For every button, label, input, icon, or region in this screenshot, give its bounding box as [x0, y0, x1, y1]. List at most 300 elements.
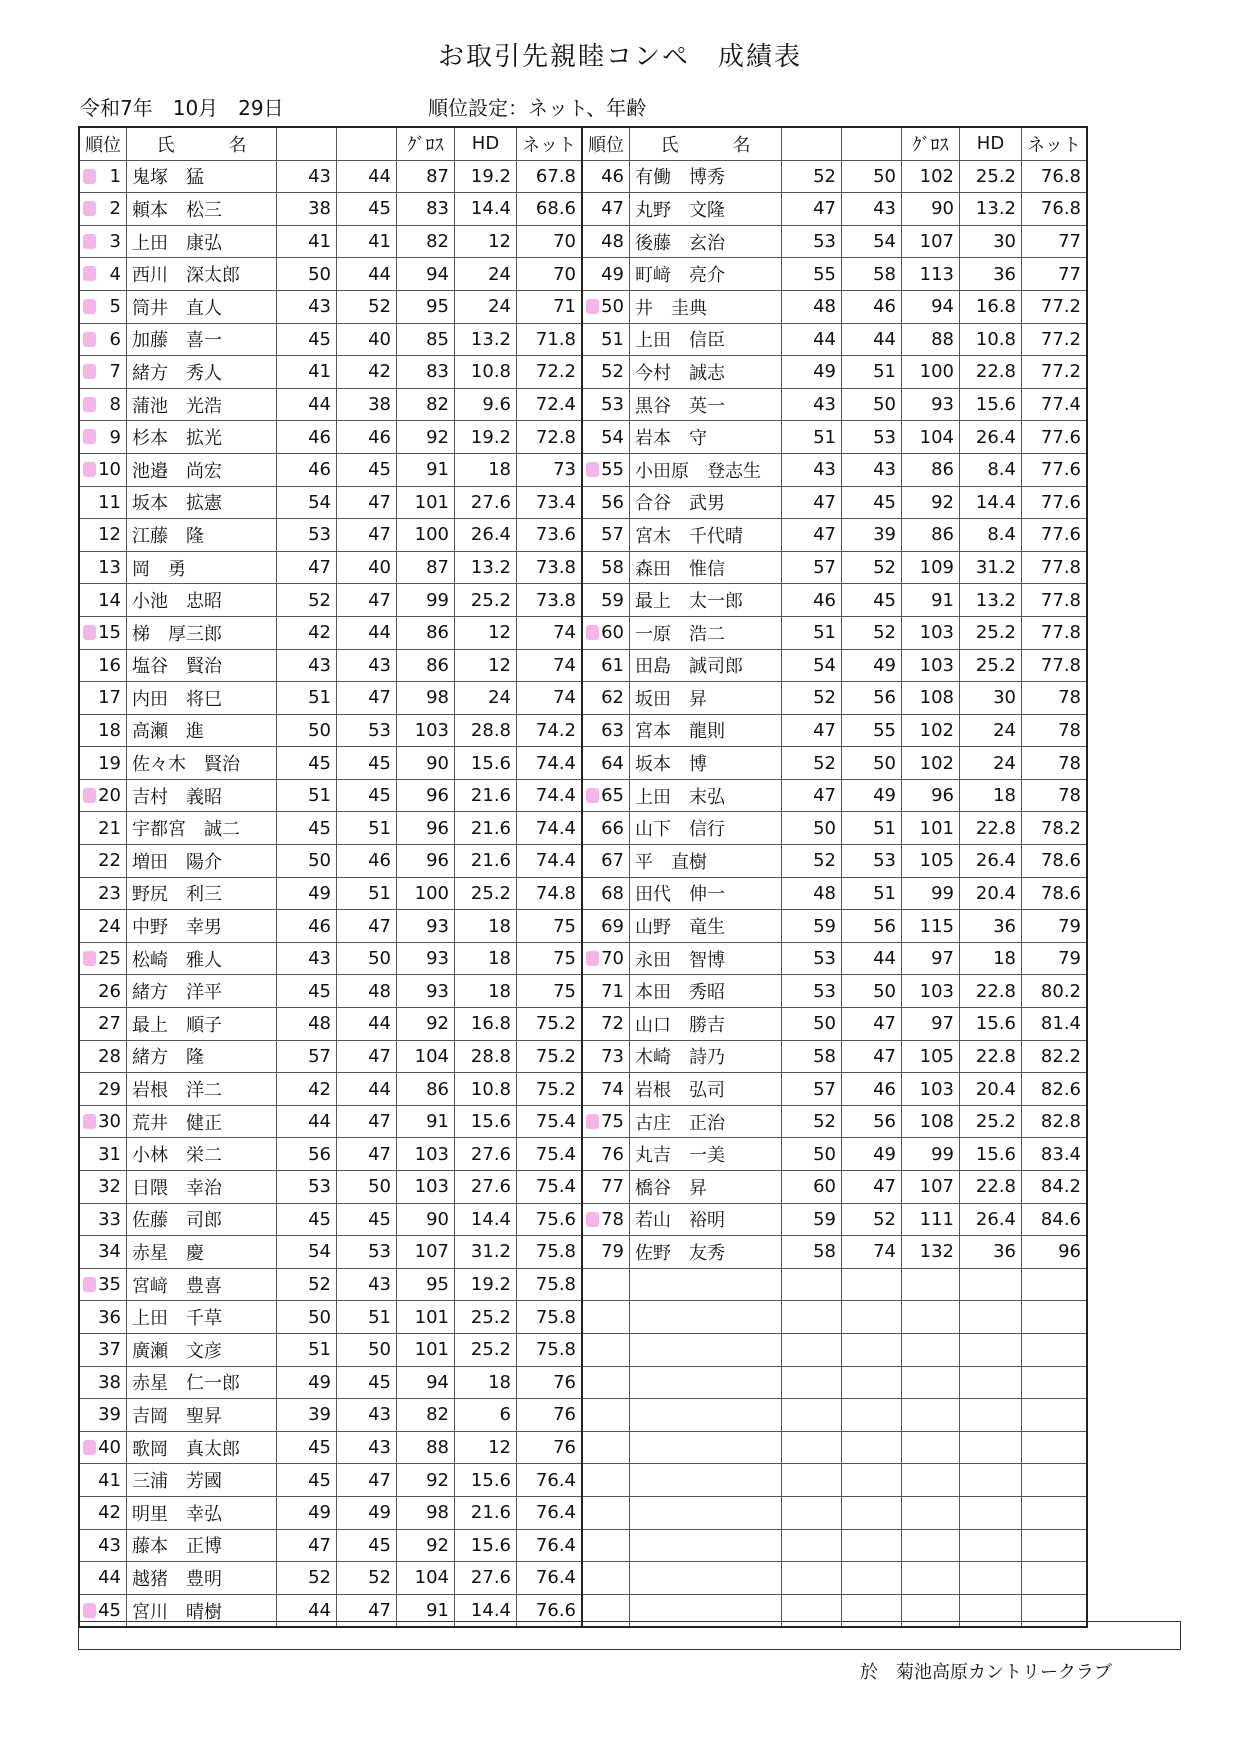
- name-cell: [630, 1399, 782, 1432]
- net-text: 74: [553, 654, 576, 676]
- in-score-cell: [842, 1171, 902, 1204]
- name-cell: [127, 1366, 277, 1399]
- net-cell: [1022, 453, 1088, 486]
- handicap-cell: [960, 845, 1022, 878]
- highlight-marker: [83, 169, 96, 184]
- gross-cell: [397, 1268, 455, 1301]
- rank-text: 10: [98, 459, 121, 481]
- net-text: 75.4: [535, 1176, 576, 1198]
- name-cell: [127, 1040, 277, 1073]
- gross-text: 87: [426, 165, 449, 187]
- in-score-text: 47: [368, 589, 391, 611]
- in-score-text: 51: [368, 1306, 391, 1328]
- net-text: 77.8: [1040, 557, 1081, 579]
- name-cell: [630, 1431, 782, 1464]
- in-score-text: 47: [368, 1469, 391, 1491]
- handicap-cell: [455, 1203, 517, 1236]
- out-score-text: 52: [813, 752, 836, 774]
- in-score-cell: [842, 258, 902, 291]
- handicap-text: 19.2: [470, 1274, 511, 1296]
- rank-cell: [582, 714, 630, 747]
- out-score-text: 51: [308, 687, 331, 709]
- net-text: 75: [553, 948, 576, 970]
- net-cell: [1022, 1171, 1088, 1204]
- highlight-marker: [83, 1440, 96, 1455]
- gross-text: 91: [426, 459, 449, 481]
- rank-cell: [582, 942, 630, 975]
- net-cell: [517, 1562, 583, 1595]
- handicap-text: 25.2: [975, 165, 1016, 187]
- name-text: 吉村 義昭: [132, 786, 222, 808]
- handicap-cell: [960, 1562, 1022, 1595]
- name-cell: [127, 1529, 277, 1562]
- out-score-cell: [277, 975, 337, 1008]
- handicap-cell: [455, 812, 517, 845]
- gross-text: 97: [931, 1013, 954, 1035]
- in-score-text: 46: [368, 426, 391, 448]
- net-text: 72.2: [535, 361, 576, 383]
- handicap-text: 22.8: [975, 1176, 1016, 1198]
- name-cell: [127, 649, 277, 682]
- gross-cell: [397, 453, 455, 486]
- net-text: 68.6: [535, 198, 576, 220]
- gross-cell: [902, 323, 960, 356]
- gross-cell: [902, 258, 960, 291]
- name-text: 岡 勇: [132, 558, 186, 580]
- handicap-text: 15.6: [975, 1143, 1016, 1165]
- in-score-text: 50: [873, 980, 896, 1002]
- net-cell: [517, 1073, 583, 1106]
- net-text: 77.4: [1040, 394, 1081, 416]
- rank-cell: [582, 682, 630, 715]
- table-row: [79, 1105, 1087, 1138]
- gross-cell: [902, 845, 960, 878]
- rank-cell: [582, 812, 630, 845]
- out-score-text: 44: [308, 1111, 331, 1133]
- out-score-cell: [277, 160, 337, 193]
- in-score-text: 47: [368, 915, 391, 937]
- table-row: [79, 779, 1087, 812]
- gross-cell: [397, 1399, 455, 1432]
- in-score-text: 53: [873, 850, 896, 872]
- rank-text: 42: [98, 1502, 121, 1524]
- out-score-cell: [782, 812, 842, 845]
- rank-cell: [79, 453, 127, 486]
- out-score-cell: [277, 584, 337, 617]
- net-text: 75.2: [535, 1013, 576, 1035]
- out-score-text: 53: [813, 948, 836, 970]
- handicap-text: 25.2: [975, 1111, 1016, 1133]
- name-text: 藤本 正博: [132, 1536, 222, 1558]
- handicap-text: 8.4: [987, 459, 1016, 481]
- out-score-text: 59: [813, 1208, 836, 1230]
- name-text: 佐野 友秀: [635, 1242, 725, 1264]
- rank-cell: [79, 323, 127, 356]
- in-score-text: 43: [368, 1404, 391, 1426]
- in-score-cell: [842, 942, 902, 975]
- rank-cell: [582, 290, 630, 323]
- handicap-text: 16.8: [975, 296, 1016, 318]
- gross-cell: [397, 1496, 455, 1529]
- name-text: 森田 惟信: [635, 558, 725, 580]
- out-score-cell: [277, 1496, 337, 1529]
- net-text: 76.8: [1040, 165, 1081, 187]
- handicap-text: 24: [488, 263, 511, 285]
- rank-cell: [79, 1301, 127, 1334]
- out-score-cell: [782, 1529, 842, 1562]
- gross-text: 107: [919, 231, 954, 253]
- name-cell: [630, 1301, 782, 1334]
- handicap-cell: [960, 160, 1022, 193]
- rank-text: 21: [98, 817, 121, 839]
- in-score-cell: [337, 1529, 397, 1562]
- net-cell: [1022, 1040, 1088, 1073]
- handicap-text: 13.2: [470, 557, 511, 579]
- gross-cell: [902, 193, 960, 226]
- net-text: 75: [553, 915, 576, 937]
- name-cell: [127, 747, 277, 780]
- gross-text: 107: [919, 1176, 954, 1198]
- rank-cell: [79, 877, 127, 910]
- out-score-text: 43: [308, 654, 331, 676]
- name-text: 今村 誠志: [635, 362, 725, 384]
- out-score-text: 48: [813, 882, 836, 904]
- out-score-text: 52: [813, 1111, 836, 1133]
- handicap-text: 22.8: [975, 980, 1016, 1002]
- name-cell: [127, 942, 277, 975]
- handicap-cell: [960, 1203, 1022, 1236]
- handicap-text: 28.8: [470, 1045, 511, 1067]
- name-cell: [630, 1562, 782, 1595]
- net-cell: [1022, 551, 1088, 584]
- gross-text: 102: [919, 752, 954, 774]
- net-cell: [517, 1138, 583, 1171]
- rank-cell: [582, 225, 630, 258]
- event-date: 令和7年 10月 29日: [80, 96, 284, 120]
- net-cell: [1022, 877, 1088, 910]
- out-score-cell: [277, 1171, 337, 1204]
- net-cell: [517, 1203, 583, 1236]
- net-cell: [1022, 323, 1088, 356]
- in-score-text: 45: [368, 1208, 391, 1230]
- out-score-text: 41: [308, 231, 331, 253]
- table-row: [79, 1008, 1087, 1041]
- in-score-cell: [337, 910, 397, 943]
- net-text: 71: [553, 296, 576, 318]
- table-row: [79, 225, 1087, 258]
- net-text: 70: [553, 231, 576, 253]
- out-score-text: 45: [308, 817, 331, 839]
- net-cell: [517, 812, 583, 845]
- name-text: 宇都宮 誠二: [132, 819, 240, 841]
- net-cell: [1022, 1562, 1088, 1595]
- out-score-text: 45: [308, 980, 331, 1002]
- out-score-cell: [277, 388, 337, 421]
- rank-cell: [582, 421, 630, 454]
- handicap-cell: [960, 584, 1022, 617]
- in-score-cell: [337, 1562, 397, 1595]
- gross-cell: [902, 1562, 960, 1595]
- out-score-text: 44: [308, 1600, 331, 1622]
- out-score-cell: [277, 1529, 337, 1562]
- net-cell: [517, 584, 583, 617]
- handicap-cell: [960, 1496, 1022, 1529]
- in-score-text: 50: [873, 752, 896, 774]
- rank-cell: [79, 649, 127, 682]
- out-score-text: 52: [308, 589, 331, 611]
- in-score-text: 56: [873, 1111, 896, 1133]
- highlight-marker: [83, 951, 96, 966]
- gross-cell: [902, 160, 960, 193]
- gross-cell: [397, 1562, 455, 1595]
- name-cell: [630, 160, 782, 193]
- out-score-cell: [782, 1105, 842, 1138]
- net-cell: [1022, 747, 1088, 780]
- name-cell: [127, 225, 277, 258]
- handicap-text: 12: [488, 654, 511, 676]
- table-row: [79, 1138, 1087, 1171]
- gross-text: 92: [426, 426, 449, 448]
- gross-text: 97: [931, 948, 954, 970]
- rank-text: 63: [601, 719, 624, 741]
- net-cell: [517, 453, 583, 486]
- highlight-marker: [83, 429, 96, 444]
- gross-text: 82: [426, 394, 449, 416]
- gross-text: 92: [931, 491, 954, 513]
- in-score-cell: [337, 486, 397, 519]
- out-score-cell: [782, 519, 842, 552]
- in-score-text: 54: [873, 231, 896, 253]
- table-row: [79, 682, 1087, 715]
- handicap-text: 25.2: [470, 882, 511, 904]
- handicap-text: 36: [993, 1241, 1016, 1263]
- gross-text: 90: [931, 198, 954, 220]
- name-text: 最上 太一郎: [635, 591, 743, 613]
- net-text: 76.4: [535, 1469, 576, 1491]
- rank-text: 60: [601, 622, 624, 644]
- out-score-text: 46: [308, 459, 331, 481]
- out-score-text: 50: [308, 850, 331, 872]
- name-text: 増田 陽介: [132, 851, 222, 873]
- gross-text: 101: [414, 491, 449, 513]
- handicap-cell: [960, 1268, 1022, 1301]
- in-score-cell: [842, 486, 902, 519]
- net-text: 78: [1058, 785, 1081, 807]
- name-cell: [127, 1236, 277, 1269]
- rank-text: 56: [601, 491, 624, 513]
- rank-cell: [79, 551, 127, 584]
- net-text: 78: [1058, 719, 1081, 741]
- out-score-text: 51: [813, 426, 836, 448]
- highlight-marker: [83, 788, 96, 803]
- table-row: [79, 616, 1087, 649]
- in-score-text: 49: [873, 785, 896, 807]
- rank-cell: [582, 1399, 630, 1432]
- ranking-setting: 順位設定：ネット、年齢: [428, 96, 647, 120]
- handicap-text: 6: [499, 1404, 511, 1426]
- net-cell: [517, 193, 583, 226]
- gross-cell: [397, 1333, 455, 1366]
- handicap-cell: [455, 747, 517, 780]
- net-text: 74: [553, 622, 576, 644]
- rank-text: 71: [601, 980, 624, 1002]
- rank-cell: [79, 942, 127, 975]
- rank-cell: [79, 160, 127, 193]
- out-score-cell: [782, 225, 842, 258]
- out-score-cell: [277, 649, 337, 682]
- name-cell: [630, 453, 782, 486]
- rank-cell: [79, 1073, 127, 1106]
- handicap-cell: [455, 942, 517, 975]
- handicap-text: 31.2: [975, 557, 1016, 579]
- handicap-text: 15.6: [470, 1469, 511, 1491]
- handicap-cell: [960, 486, 1022, 519]
- in-score-cell: [842, 910, 902, 943]
- in-score-cell: [842, 323, 902, 356]
- name-cell: [630, 616, 782, 649]
- name-text: 合谷 武男: [635, 493, 725, 515]
- in-score-text: 40: [368, 557, 391, 579]
- net-cell: [517, 1431, 583, 1464]
- out-score-text: 48: [813, 296, 836, 318]
- rank-text: 69: [601, 915, 624, 937]
- in-score-cell: [842, 290, 902, 323]
- rank-text: 19: [98, 752, 121, 774]
- gross-cell: [397, 1236, 455, 1269]
- handicap-text: 10.8: [975, 328, 1016, 350]
- rank-text: 26: [98, 980, 121, 1002]
- gross-text: 101: [919, 817, 954, 839]
- name-text: 永田 智博: [635, 949, 725, 971]
- in-score-cell: [337, 1301, 397, 1334]
- out-score-cell: [277, 1138, 337, 1171]
- rank-cell: [582, 747, 630, 780]
- in-score-text: 47: [368, 524, 391, 546]
- rank-cell: [79, 1040, 127, 1073]
- name-cell: [127, 714, 277, 747]
- net-cell: [1022, 421, 1088, 454]
- out-score-cell: [782, 160, 842, 193]
- name-cell: [630, 1464, 782, 1497]
- net-cell: [517, 942, 583, 975]
- name-text: 岩根 弘司: [635, 1080, 725, 1102]
- handicap-cell: [960, 258, 1022, 291]
- net-text: 73: [553, 459, 576, 481]
- gross-cell: [397, 1301, 455, 1334]
- out-score-cell: [277, 193, 337, 226]
- net-text: 74.4: [535, 752, 576, 774]
- handicap-cell: [960, 1333, 1022, 1366]
- handicap-cell: [455, 421, 517, 454]
- in-score-text: 40: [368, 328, 391, 350]
- out-score-cell: [782, 1464, 842, 1497]
- name-text: 日隈 幸治: [132, 1177, 222, 1199]
- in-score-text: 53: [873, 426, 896, 448]
- gross-cell: [397, 779, 455, 812]
- net-cell: [517, 388, 583, 421]
- in-score-cell: [842, 1333, 902, 1366]
- handicap-cell: [455, 388, 517, 421]
- name-cell: [127, 1138, 277, 1171]
- gross-text: 96: [931, 785, 954, 807]
- gross-text: 96: [426, 785, 449, 807]
- name-text: 山口 勝吉: [635, 1014, 725, 1036]
- name-text: 高瀬 進: [132, 721, 204, 743]
- handicap-text: 13.2: [470, 328, 511, 350]
- net-cell: [1022, 1333, 1088, 1366]
- gross-cell: [902, 551, 960, 584]
- handicap-cell: [960, 1138, 1022, 1171]
- handicap-cell: [960, 551, 1022, 584]
- out-score-cell: [277, 910, 337, 943]
- handicap-cell: [455, 1008, 517, 1041]
- out-score-cell: [782, 747, 842, 780]
- name-text: 小林 栄二: [132, 1145, 222, 1167]
- name-cell: [630, 421, 782, 454]
- name-text: 坂本 博: [635, 754, 707, 776]
- name-text: 赤星 慶: [132, 1242, 204, 1264]
- in-score-text: 47: [368, 687, 391, 709]
- net-text: 72.8: [535, 426, 576, 448]
- handicap-cell: [960, 1171, 1022, 1204]
- in-score-text: 48: [368, 980, 391, 1002]
- out-score-text: 47: [308, 557, 331, 579]
- name-text: 梯 厚三郎: [132, 623, 222, 645]
- out-score-text: 51: [308, 1339, 331, 1361]
- gross-cell: [902, 682, 960, 715]
- in-score-cell: [337, 942, 397, 975]
- in-score-cell: [337, 551, 397, 584]
- out-score-text: 39: [308, 1404, 331, 1426]
- net-text: 77.6: [1040, 491, 1081, 513]
- out-score-cell: [277, 225, 337, 258]
- name-text: 西川 深太郎: [132, 265, 240, 287]
- in-score-text: 43: [873, 198, 896, 220]
- rank-text: 76: [601, 1143, 624, 1165]
- gross-cell: [902, 486, 960, 519]
- highlight-marker: [586, 1212, 599, 1227]
- gross-cell: [902, 1333, 960, 1366]
- handicap-cell: [455, 258, 517, 291]
- out-score-text: 45: [308, 752, 331, 774]
- in-score-cell: [842, 453, 902, 486]
- name-cell: [127, 1333, 277, 1366]
- in-score-text: 52: [873, 557, 896, 579]
- rank-cell: [79, 519, 127, 552]
- gross-cell: [397, 160, 455, 193]
- in-score-text: 42: [368, 361, 391, 383]
- name-text: 最上 順子: [132, 1014, 222, 1036]
- out-score-text: 45: [308, 328, 331, 350]
- out-score-cell: [782, 1333, 842, 1366]
- rank-cell: [79, 845, 127, 878]
- net-text: 75.2: [535, 1045, 576, 1067]
- gross-text: 103: [919, 622, 954, 644]
- gross-cell: [397, 551, 455, 584]
- net-text: 76: [553, 1437, 576, 1459]
- net-cell: [1022, 160, 1088, 193]
- in-score-cell: [842, 1301, 902, 1334]
- net-cell: [517, 1105, 583, 1138]
- in-score-cell: [337, 225, 397, 258]
- handicap-text: 25.2: [470, 1339, 511, 1361]
- in-score-cell: [842, 356, 902, 389]
- highlight-marker: [83, 625, 96, 640]
- handicap-text: 26.4: [975, 426, 1016, 448]
- gross-cell: [902, 1496, 960, 1529]
- in-score-text: 44: [368, 1013, 391, 1035]
- name-text: 杉本 拡光: [132, 428, 222, 450]
